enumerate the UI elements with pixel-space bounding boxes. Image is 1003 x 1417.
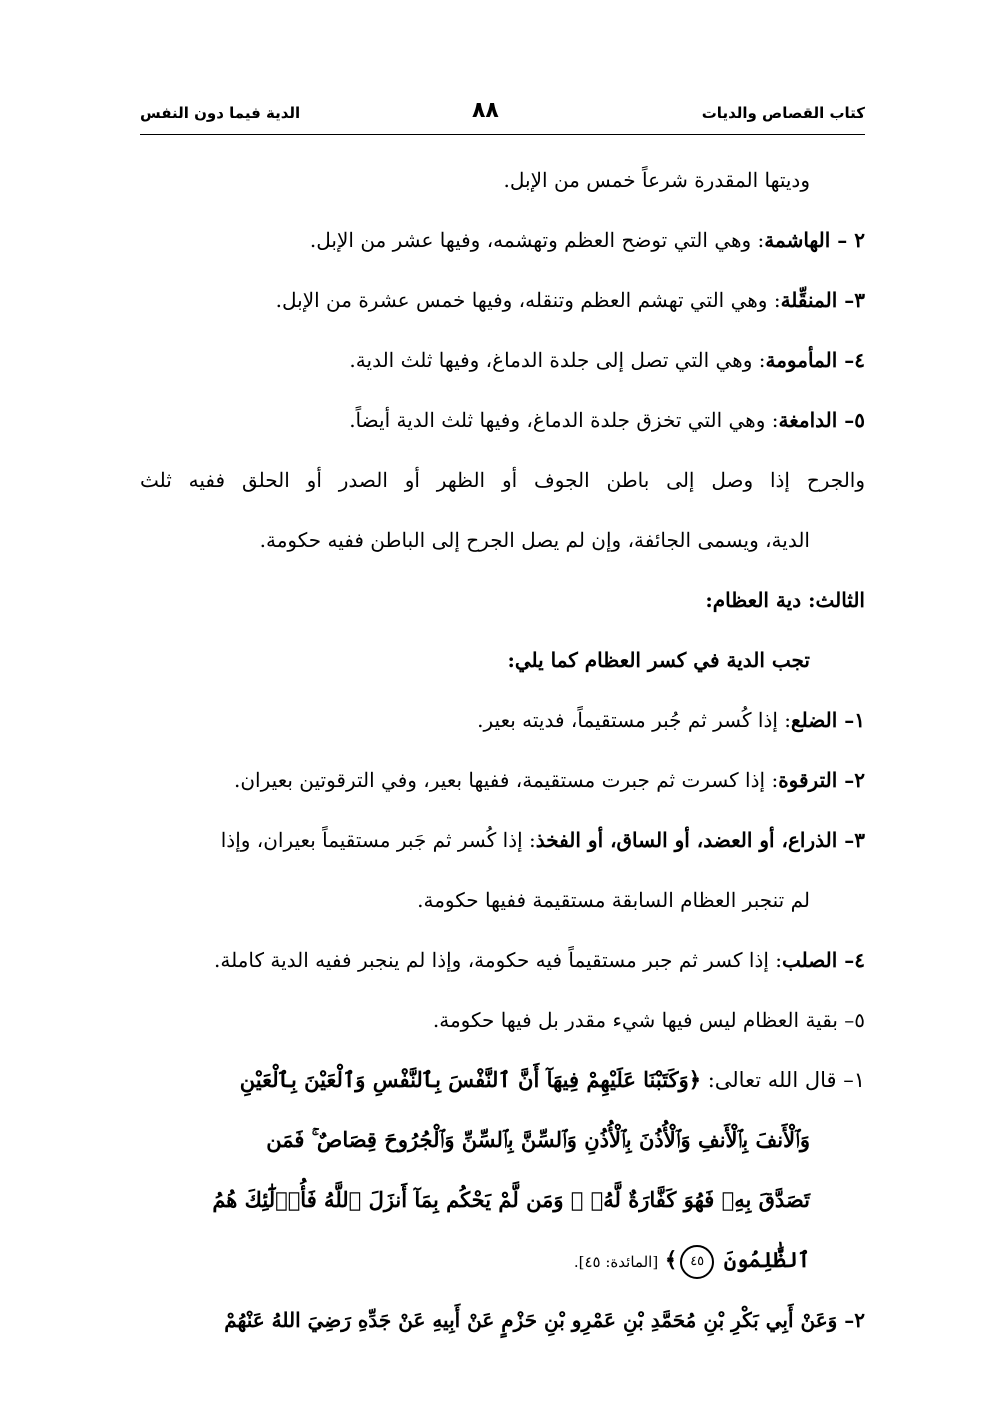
item-number: ٤– (837, 948, 865, 972)
item-term: المأمومة (765, 348, 838, 372)
header-book-title: كتاب القصاص والديات (701, 104, 865, 122)
header-rule (140, 134, 865, 135)
item-term: الدامغة (778, 408, 838, 432)
item-text: : وهي التي تخزق جلدة الدماغ، وفيها ثلث الدية أيضاً. (349, 408, 779, 432)
item-term: المنقِّلة (780, 288, 838, 312)
line-text: وديتها المقدرة شرعاً خمس من الإبل. (503, 168, 810, 192)
quran-line (140, 1110, 865, 1170)
hadith-line (140, 1290, 865, 1350)
item-text: : إذا كُسر ثم جَبر مستقيماً بعيران، وإذا (220, 828, 536, 852)
list-item (140, 270, 865, 330)
item-text: : وهي التي تصل إلى جلدة الدماغ، وفيها ثلث الدية. (349, 348, 766, 372)
list-item (140, 210, 865, 270)
quran-close-bracket: ﴾ (664, 1247, 678, 1272)
quran-reference: [المائدة: ٤٥]. (573, 1253, 659, 1271)
quran-text: وَٱلْأَنفَ بِٱلْأَنفِ وَٱلْأُذُنَ بِٱلْأُذُنِ وَٱلسِّنَّ بِٱلسِّنِّ وَٱلْجُرُوحَ قِصَاصٌ ۚ فَمَن (266, 1127, 810, 1152)
citation-intro: ١– قال الله تعالى: (701, 1068, 865, 1092)
item-number: ٣– (837, 828, 865, 852)
page-number: ٨٨ (472, 98, 499, 123)
header-section-title: الدية فيما دون النفس (140, 104, 301, 122)
section-heading (140, 570, 865, 630)
heading-text: الثالث: دية العظام: (705, 588, 865, 612)
quran-line (140, 1050, 865, 1110)
quran-line (140, 1170, 865, 1230)
subheading (140, 630, 865, 690)
subheading-text: تجب الدية في كسر العظام كما يلي: (507, 648, 810, 672)
list-item (140, 690, 865, 750)
list-item-continuation (140, 870, 865, 930)
item-term: الصلب (782, 948, 838, 972)
ayah-number-marker: ٤٥ (680, 1245, 714, 1279)
item-number: ٢– (837, 768, 865, 792)
list-item (140, 810, 865, 870)
quran-text: ٱلظَّٰلِمُونَ (723, 1247, 810, 1272)
item-number: ٤– (837, 348, 865, 372)
page-body (140, 150, 865, 1350)
item-text: : إذا كسر ثم جبر مستقيماً فيه حكومة، وإذا لم ينجبر ففيه الدية كاملة. (213, 948, 783, 972)
item-text: : إذا كسرت ثم جبرت مستقيمة، ففيها بعير، وفي الترقوتين بعيران. (234, 768, 779, 792)
item-number: ٢ – (830, 228, 865, 252)
item-term: الهاشمة (764, 228, 831, 252)
item-term: الترقوة (778, 768, 838, 792)
quran-text: تَصَدَّقَ بِهِۦ فَهُوَ كَفَّارَةٌ لَّهُۥ ۚ وَمَن لَّمْ يَحْكُم بِمَآ أَنزَلَ ٱللَّهُ فَأُو۟لَٰٓئِكَ هُمُ (212, 1187, 810, 1212)
line-text: لم تنجبر العظام السابقة مستقيمة ففيها حكومة. (417, 888, 810, 912)
item-number: ٣– (837, 288, 865, 312)
quran-text: ﴿وَكَتَبْنَا عَلَيْهِمْ فِيهَآ أَنَّ ٱلنَّفْسَ بِٱلنَّفْسِ وَٱلْعَيْنَ بِٱلْعَيْنِ (239, 1067, 702, 1092)
item-number: ٥– (837, 408, 865, 432)
item-text: : وهي التي توضح العظم وتهشمه، وفيها عشر من الإبل. (309, 228, 765, 252)
list-item (140, 930, 865, 990)
line-text: والجرح إذا وصل إلى باطن الجوف أو الظهر أو الصدر أو الحلق ففيه ثلث (140, 468, 866, 492)
paragraph-line (140, 450, 865, 510)
item-number: ١– (837, 708, 865, 732)
quran-line (140, 1230, 865, 1290)
list-item (140, 990, 865, 1050)
item-term: الذراع، أو العضد، أو الساق، أو الفخذ (535, 828, 838, 852)
text-line (140, 150, 865, 210)
hadith-text: ٢– وَعَنْ أَبِي بَكْرِ بْنِ مُحَمَّدِ بْنِ عَمْرِو بْنِ حَزْمٍ عَنْ أَبِيهِ عَنْ جَدِّهِ رَضِيَ اللهُ عَنْهُمْ (224, 1308, 865, 1332)
paragraph-line (140, 510, 865, 570)
list-item (140, 750, 865, 810)
item-text: ٥– بقية العظام ليس فيها شيء مقدر بل فيها حكومة. (432, 1008, 865, 1032)
line-text: الدية، ويسمى الجائفة، وإن لم يصل الجرح إلى الباطن ففيه حكومة. (259, 528, 810, 552)
list-item (140, 330, 865, 390)
item-text: : إذا كُسر ثم جُبر مستقيماً، فديته بعير. (477, 708, 792, 732)
item-term: الضلع (791, 708, 838, 732)
item-text: : وهي التي تهشم العظم وتنقله، وفيها خمس عشرة من الإبل. (275, 288, 781, 312)
list-item (140, 390, 865, 450)
page-header (140, 98, 865, 132)
